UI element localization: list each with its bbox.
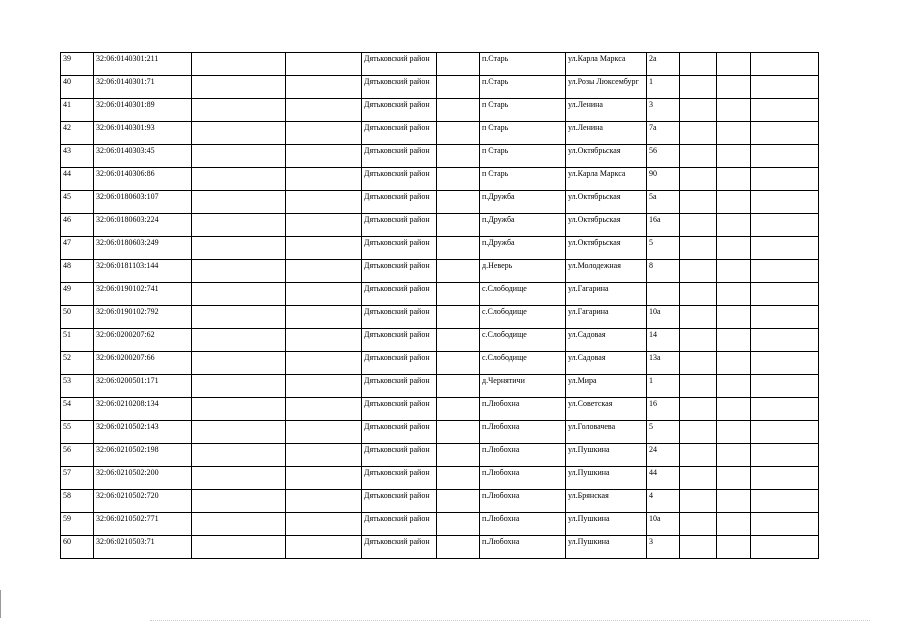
empty-cell xyxy=(192,490,286,513)
empty-cell xyxy=(751,375,819,398)
empty-cell xyxy=(286,191,362,214)
cadastral-number: 32:06:0181103:144 xyxy=(94,260,192,283)
locality-cell: п.Старь xyxy=(480,53,566,76)
district-cell: Дятьковский район xyxy=(362,53,437,76)
empty-cell xyxy=(286,76,362,99)
row-number: 46 xyxy=(61,214,94,237)
table-row xyxy=(61,490,819,513)
empty-cell xyxy=(192,145,286,168)
house-number-cell: 5а xyxy=(647,191,680,214)
empty-cell xyxy=(437,329,480,352)
table-row xyxy=(61,122,819,145)
empty-cell xyxy=(680,99,717,122)
district-cell: Дятьковский район xyxy=(362,76,437,99)
empty-cell xyxy=(680,214,717,237)
empty-cell xyxy=(751,536,819,559)
empty-cell xyxy=(286,237,362,260)
empty-cell xyxy=(437,513,480,536)
empty-cell xyxy=(680,122,717,145)
cadastral-number: 32:06:0180603:224 xyxy=(94,214,192,237)
empty-cell xyxy=(680,237,717,260)
cadastral-number: 32:06:0210502:771 xyxy=(94,513,192,536)
empty-cell xyxy=(751,283,819,306)
empty-cell xyxy=(192,168,286,191)
district-cell: Дятьковский район xyxy=(362,283,437,306)
district-cell: Дятьковский район xyxy=(362,398,437,421)
empty-cell xyxy=(437,122,480,145)
empty-cell xyxy=(192,329,286,352)
empty-cell xyxy=(437,283,480,306)
row-number: 53 xyxy=(61,375,94,398)
street-cell: ул.Гагарина xyxy=(566,283,647,306)
row-number: 55 xyxy=(61,421,94,444)
empty-cell xyxy=(437,191,480,214)
house-number-cell: 13а xyxy=(647,352,680,375)
empty-cell xyxy=(680,444,717,467)
district-cell: Дятьковский район xyxy=(362,191,437,214)
empty-cell xyxy=(717,99,751,122)
cadastral-number: 32:06:0200207:62 xyxy=(94,329,192,352)
empty-cell xyxy=(192,375,286,398)
empty-cell xyxy=(286,283,362,306)
row-number: 43 xyxy=(61,145,94,168)
locality-cell: с.Слободище xyxy=(480,283,566,306)
district-cell: Дятьковский район xyxy=(362,490,437,513)
empty-cell xyxy=(286,329,362,352)
house-number-cell: 56 xyxy=(647,145,680,168)
empty-cell xyxy=(437,306,480,329)
table-row xyxy=(61,398,819,421)
empty-cell xyxy=(192,53,286,76)
locality-cell: п.Любохна xyxy=(480,421,566,444)
empty-cell xyxy=(286,444,362,467)
empty-cell xyxy=(680,536,717,559)
empty-cell xyxy=(437,214,480,237)
empty-cell xyxy=(680,283,717,306)
row-number: 41 xyxy=(61,99,94,122)
row-number: 42 xyxy=(61,122,94,145)
empty-cell xyxy=(751,99,819,122)
empty-cell xyxy=(286,53,362,76)
empty-cell xyxy=(192,513,286,536)
street-cell: ул.Садовая xyxy=(566,352,647,375)
house-number-cell: 1 xyxy=(647,76,680,99)
row-number: 60 xyxy=(61,536,94,559)
row-number: 51 xyxy=(61,329,94,352)
locality-cell: п.Любохна xyxy=(480,490,566,513)
empty-cell xyxy=(717,444,751,467)
cadastral-number: 32:06:0180603:107 xyxy=(94,191,192,214)
locality-cell: п.Любохна xyxy=(480,467,566,490)
table-row xyxy=(61,306,819,329)
house-number-cell: 8 xyxy=(647,260,680,283)
empty-cell xyxy=(437,352,480,375)
street-cell: ул.Карла Маркса xyxy=(566,53,647,76)
empty-cell xyxy=(717,306,751,329)
street-cell: ул.Ленина xyxy=(566,122,647,145)
empty-cell xyxy=(437,260,480,283)
empty-cell xyxy=(751,145,819,168)
empty-cell xyxy=(437,421,480,444)
house-number-cell: 14 xyxy=(647,329,680,352)
house-number-cell: 16а xyxy=(647,214,680,237)
empty-cell xyxy=(286,122,362,145)
empty-cell xyxy=(717,122,751,145)
locality-cell: п.Дружба xyxy=(480,214,566,237)
empty-cell xyxy=(437,237,480,260)
table-row xyxy=(61,99,819,122)
cadastral-number: 32:06:0210208:134 xyxy=(94,398,192,421)
row-number: 44 xyxy=(61,168,94,191)
empty-cell xyxy=(751,53,819,76)
empty-cell xyxy=(717,191,751,214)
empty-cell xyxy=(437,490,480,513)
empty-cell xyxy=(717,214,751,237)
table-row xyxy=(61,352,819,375)
locality-cell: п.Старь xyxy=(480,76,566,99)
table-row xyxy=(61,168,819,191)
empty-cell xyxy=(437,76,480,99)
empty-cell xyxy=(192,467,286,490)
house-number-cell: 5 xyxy=(647,237,680,260)
empty-cell xyxy=(751,191,819,214)
empty-cell xyxy=(717,237,751,260)
house-number-cell: 10а xyxy=(647,513,680,536)
locality-cell: д.Неверь xyxy=(480,260,566,283)
cadastral-number: 32:06:0210502:143 xyxy=(94,421,192,444)
empty-cell xyxy=(192,421,286,444)
empty-cell xyxy=(717,513,751,536)
empty-cell xyxy=(717,536,751,559)
empty-cell xyxy=(680,260,717,283)
street-cell: ул.Гагарина xyxy=(566,306,647,329)
cadastral-number: 32:06:0200501:171 xyxy=(94,375,192,398)
row-number: 56 xyxy=(61,444,94,467)
house-number-cell: 5 xyxy=(647,421,680,444)
district-cell: Дятьковский район xyxy=(362,145,437,168)
empty-cell xyxy=(437,467,480,490)
street-cell: ул.Советская xyxy=(566,398,647,421)
cadastral-number: 32:06:0140301:211 xyxy=(94,53,192,76)
empty-cell xyxy=(717,398,751,421)
empty-cell xyxy=(680,398,717,421)
empty-cell xyxy=(717,283,751,306)
empty-cell xyxy=(680,490,717,513)
street-cell: ул.Розы Люксембург xyxy=(566,76,647,99)
house-number-cell: 10а xyxy=(647,306,680,329)
locality-cell: п.Дружба xyxy=(480,191,566,214)
cadastral-number: 32:06:0190102:741 xyxy=(94,283,192,306)
street-cell: ул.Молодежная xyxy=(566,260,647,283)
cadastral-number: 32:06:0180603:249 xyxy=(94,237,192,260)
empty-cell xyxy=(192,398,286,421)
locality-cell: п Старь xyxy=(480,99,566,122)
district-cell: Дятьковский район xyxy=(362,444,437,467)
empty-cell xyxy=(751,490,819,513)
empty-cell xyxy=(680,375,717,398)
empty-cell xyxy=(192,260,286,283)
table-row xyxy=(61,375,819,398)
empty-cell xyxy=(680,145,717,168)
street-cell: ул.Пушкина xyxy=(566,536,647,559)
empty-cell xyxy=(437,53,480,76)
empty-cell xyxy=(286,490,362,513)
street-cell: ул.Брянская xyxy=(566,490,647,513)
table-row xyxy=(61,145,819,168)
empty-cell xyxy=(286,145,362,168)
empty-cell xyxy=(437,168,480,191)
empty-cell xyxy=(717,375,751,398)
empty-cell xyxy=(437,398,480,421)
table-row xyxy=(61,283,819,306)
cadastral-number: 32:06:0140301:71 xyxy=(94,76,192,99)
district-cell: Дятьковский район xyxy=(362,375,437,398)
locality-cell: п Старь xyxy=(480,168,566,191)
row-number: 52 xyxy=(61,352,94,375)
cadastral-number: 32:06:0210502:720 xyxy=(94,490,192,513)
row-number: 59 xyxy=(61,513,94,536)
table-row xyxy=(61,191,819,214)
empty-cell xyxy=(437,444,480,467)
empty-cell xyxy=(717,145,751,168)
empty-cell xyxy=(680,421,717,444)
empty-cell xyxy=(192,237,286,260)
street-cell: ул.Мира xyxy=(566,375,647,398)
empty-cell xyxy=(751,214,819,237)
house-number-cell: 3 xyxy=(647,99,680,122)
scan-artifact xyxy=(150,620,870,623)
cadastral-number: 32:06:0210502:200 xyxy=(94,467,192,490)
district-cell: Дятьковский район xyxy=(362,421,437,444)
district-cell: Дятьковский район xyxy=(362,329,437,352)
empty-cell xyxy=(286,214,362,237)
empty-cell xyxy=(286,536,362,559)
cadastral-number: 32:06:0210503:71 xyxy=(94,536,192,559)
empty-cell xyxy=(751,329,819,352)
street-cell: ул.Октябрьская xyxy=(566,214,647,237)
empty-cell xyxy=(717,490,751,513)
street-cell: ул.Садовая xyxy=(566,329,647,352)
row-number: 40 xyxy=(61,76,94,99)
locality-cell: п.Любохна xyxy=(480,513,566,536)
cadastral-number: 32:06:0140306:86 xyxy=(94,168,192,191)
empty-cell xyxy=(680,306,717,329)
street-cell: ул.Карла Маркса xyxy=(566,168,647,191)
house-number-cell: 1 xyxy=(647,375,680,398)
table-row xyxy=(61,467,819,490)
district-cell: Дятьковский район xyxy=(362,168,437,191)
empty-cell xyxy=(680,513,717,536)
empty-cell xyxy=(286,375,362,398)
street-cell: ул.Пушкина xyxy=(566,444,647,467)
empty-cell xyxy=(717,352,751,375)
empty-cell xyxy=(286,513,362,536)
district-cell: Дятьковский район xyxy=(362,214,437,237)
locality-cell: п.Дружба xyxy=(480,237,566,260)
table-row xyxy=(61,444,819,467)
empty-cell xyxy=(717,76,751,99)
empty-cell xyxy=(717,260,751,283)
street-cell: ул.Головачева xyxy=(566,421,647,444)
district-cell: Дятьковский район xyxy=(362,536,437,559)
table-row xyxy=(61,421,819,444)
house-number-cell: 3 xyxy=(647,536,680,559)
empty-cell xyxy=(751,260,819,283)
empty-cell xyxy=(680,467,717,490)
locality-cell: п Старь xyxy=(480,122,566,145)
locality-cell: с.Слободище xyxy=(480,352,566,375)
empty-cell xyxy=(680,352,717,375)
empty-cell xyxy=(192,76,286,99)
page-edge xyxy=(0,590,1,618)
table-row xyxy=(61,260,819,283)
empty-cell xyxy=(286,306,362,329)
empty-cell xyxy=(680,53,717,76)
row-number: 57 xyxy=(61,467,94,490)
street-cell: ул.Октябрьская xyxy=(566,145,647,168)
locality-cell: п.Любохна xyxy=(480,444,566,467)
district-cell: Дятьковский район xyxy=(362,352,437,375)
house-number-cell: 90 xyxy=(647,168,680,191)
empty-cell xyxy=(192,99,286,122)
row-number: 54 xyxy=(61,398,94,421)
locality-cell: п.Любохна xyxy=(480,536,566,559)
empty-cell xyxy=(751,168,819,191)
cadastral-number: 32:06:0140301:93 xyxy=(94,122,192,145)
house-number-cell: 2а xyxy=(647,53,680,76)
row-number: 47 xyxy=(61,237,94,260)
locality-cell: с.Слободище xyxy=(480,329,566,352)
locality-cell: с.Слободище xyxy=(480,306,566,329)
locality-cell: д.Чернятичи xyxy=(480,375,566,398)
empty-cell xyxy=(192,191,286,214)
row-number: 48 xyxy=(61,260,94,283)
row-number: 45 xyxy=(61,191,94,214)
empty-cell xyxy=(717,467,751,490)
empty-cell xyxy=(751,237,819,260)
empty-cell xyxy=(751,421,819,444)
empty-cell xyxy=(192,214,286,237)
empty-cell xyxy=(437,375,480,398)
house-number-cell: 44 xyxy=(647,467,680,490)
row-number: 49 xyxy=(61,283,94,306)
register-table xyxy=(60,52,819,559)
row-number: 50 xyxy=(61,306,94,329)
empty-cell xyxy=(751,444,819,467)
empty-cell xyxy=(751,76,819,99)
empty-cell xyxy=(192,352,286,375)
empty-cell xyxy=(680,329,717,352)
row-number: 58 xyxy=(61,490,94,513)
cadastral-number: 32:06:0140301:89 xyxy=(94,99,192,122)
empty-cell xyxy=(437,145,480,168)
empty-cell xyxy=(437,99,480,122)
empty-cell xyxy=(717,329,751,352)
empty-cell xyxy=(751,513,819,536)
cadastral-number: 32:06:0190102:792 xyxy=(94,306,192,329)
house-number-cell: 16 xyxy=(647,398,680,421)
house-number-cell xyxy=(647,283,680,306)
empty-cell xyxy=(286,352,362,375)
table-row xyxy=(61,237,819,260)
empty-cell xyxy=(286,421,362,444)
district-cell: Дятьковский район xyxy=(362,467,437,490)
house-number-cell: 7а xyxy=(647,122,680,145)
empty-cell xyxy=(751,352,819,375)
street-cell: ул.Октябрьская xyxy=(566,237,647,260)
empty-cell xyxy=(192,306,286,329)
house-number-cell: 4 xyxy=(647,490,680,513)
empty-cell xyxy=(192,444,286,467)
street-cell: ул.Ленина xyxy=(566,99,647,122)
empty-cell xyxy=(286,168,362,191)
empty-cell xyxy=(286,260,362,283)
empty-cell xyxy=(286,467,362,490)
cadastral-number: 32:06:0140303:45 xyxy=(94,145,192,168)
empty-cell xyxy=(192,536,286,559)
district-cell: Дятьковский район xyxy=(362,306,437,329)
empty-cell xyxy=(192,283,286,306)
empty-cell xyxy=(751,122,819,145)
cadastral-number: 32:06:0210502:198 xyxy=(94,444,192,467)
cadastral-number: 32:06:0200207:66 xyxy=(94,352,192,375)
empty-cell xyxy=(751,306,819,329)
table-row xyxy=(61,53,819,76)
street-cell: ул.Октябрьская xyxy=(566,191,647,214)
empty-cell xyxy=(680,76,717,99)
district-cell: Дятьковский район xyxy=(362,122,437,145)
empty-cell xyxy=(286,398,362,421)
locality-cell: п Старь xyxy=(480,145,566,168)
table-row xyxy=(61,214,819,237)
street-cell: ул.Пушкина xyxy=(566,467,647,490)
empty-cell xyxy=(437,536,480,559)
empty-cell xyxy=(717,53,751,76)
table-row xyxy=(61,513,819,536)
district-cell: Дятьковский район xyxy=(362,513,437,536)
empty-cell xyxy=(192,122,286,145)
table-row xyxy=(61,329,819,352)
district-cell: Дятьковский район xyxy=(362,260,437,283)
empty-cell xyxy=(680,168,717,191)
locality-cell: п.Любохна xyxy=(480,398,566,421)
empty-cell xyxy=(717,168,751,191)
table-row xyxy=(61,76,819,99)
district-cell: Дятьковский район xyxy=(362,237,437,260)
empty-cell xyxy=(717,421,751,444)
empty-cell xyxy=(680,191,717,214)
street-cell: ул.Пушкина xyxy=(566,513,647,536)
house-number-cell: 24 xyxy=(647,444,680,467)
district-cell: Дятьковский район xyxy=(362,99,437,122)
empty-cell xyxy=(286,99,362,122)
empty-cell xyxy=(751,398,819,421)
row-number: 39 xyxy=(61,53,94,76)
table-row xyxy=(61,536,819,559)
empty-cell xyxy=(751,467,819,490)
